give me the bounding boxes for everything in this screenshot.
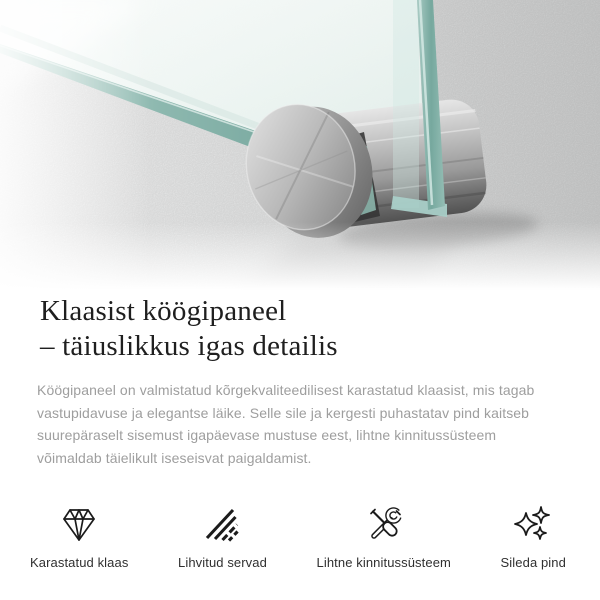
feature-label: Sileda pind	[500, 555, 566, 570]
polished-edges-icon	[201, 504, 243, 546]
feature-polished-edges	[178, 504, 267, 570]
description-section	[0, 290, 600, 469]
title-line-2: – täiuslikkus igas detailis	[40, 330, 338, 362]
features-row	[0, 504, 600, 570]
tools-icon	[363, 504, 405, 546]
glass-panel-photo-illustration	[0, 0, 600, 290]
bottom-white-fade	[0, 222, 600, 290]
sparkles-icon	[512, 504, 554, 546]
title-line-1: Klaasist köögipaneel	[40, 295, 287, 327]
diamond-icon	[58, 504, 100, 546]
feature-label: Lihvitud servad	[178, 555, 267, 570]
feature-tempered-glass	[30, 504, 128, 570]
feature-label: Karastatud klaas	[30, 555, 129, 570]
feature-smooth-surface	[501, 504, 566, 570]
product-description: Köögipaneel on valmistatud kõrgekvaliteedilisest karastatud klaasist, mis tagab vastupidavuse ja elegantse läike. Selle sile ja kergesti puhastatav pind kaitseb suurepäraselt sisemust igapäevase mustuse eest, lihtne kinnitussüsteem võimaldab täielikult iseseisvat paigaldamist.	[37, 382, 535, 466]
feature-label: Lihtne kinnitussüsteem	[316, 555, 451, 570]
product-photo	[0, 0, 600, 290]
feature-easy-mounting	[317, 504, 451, 570]
page-title	[40, 294, 564, 364]
